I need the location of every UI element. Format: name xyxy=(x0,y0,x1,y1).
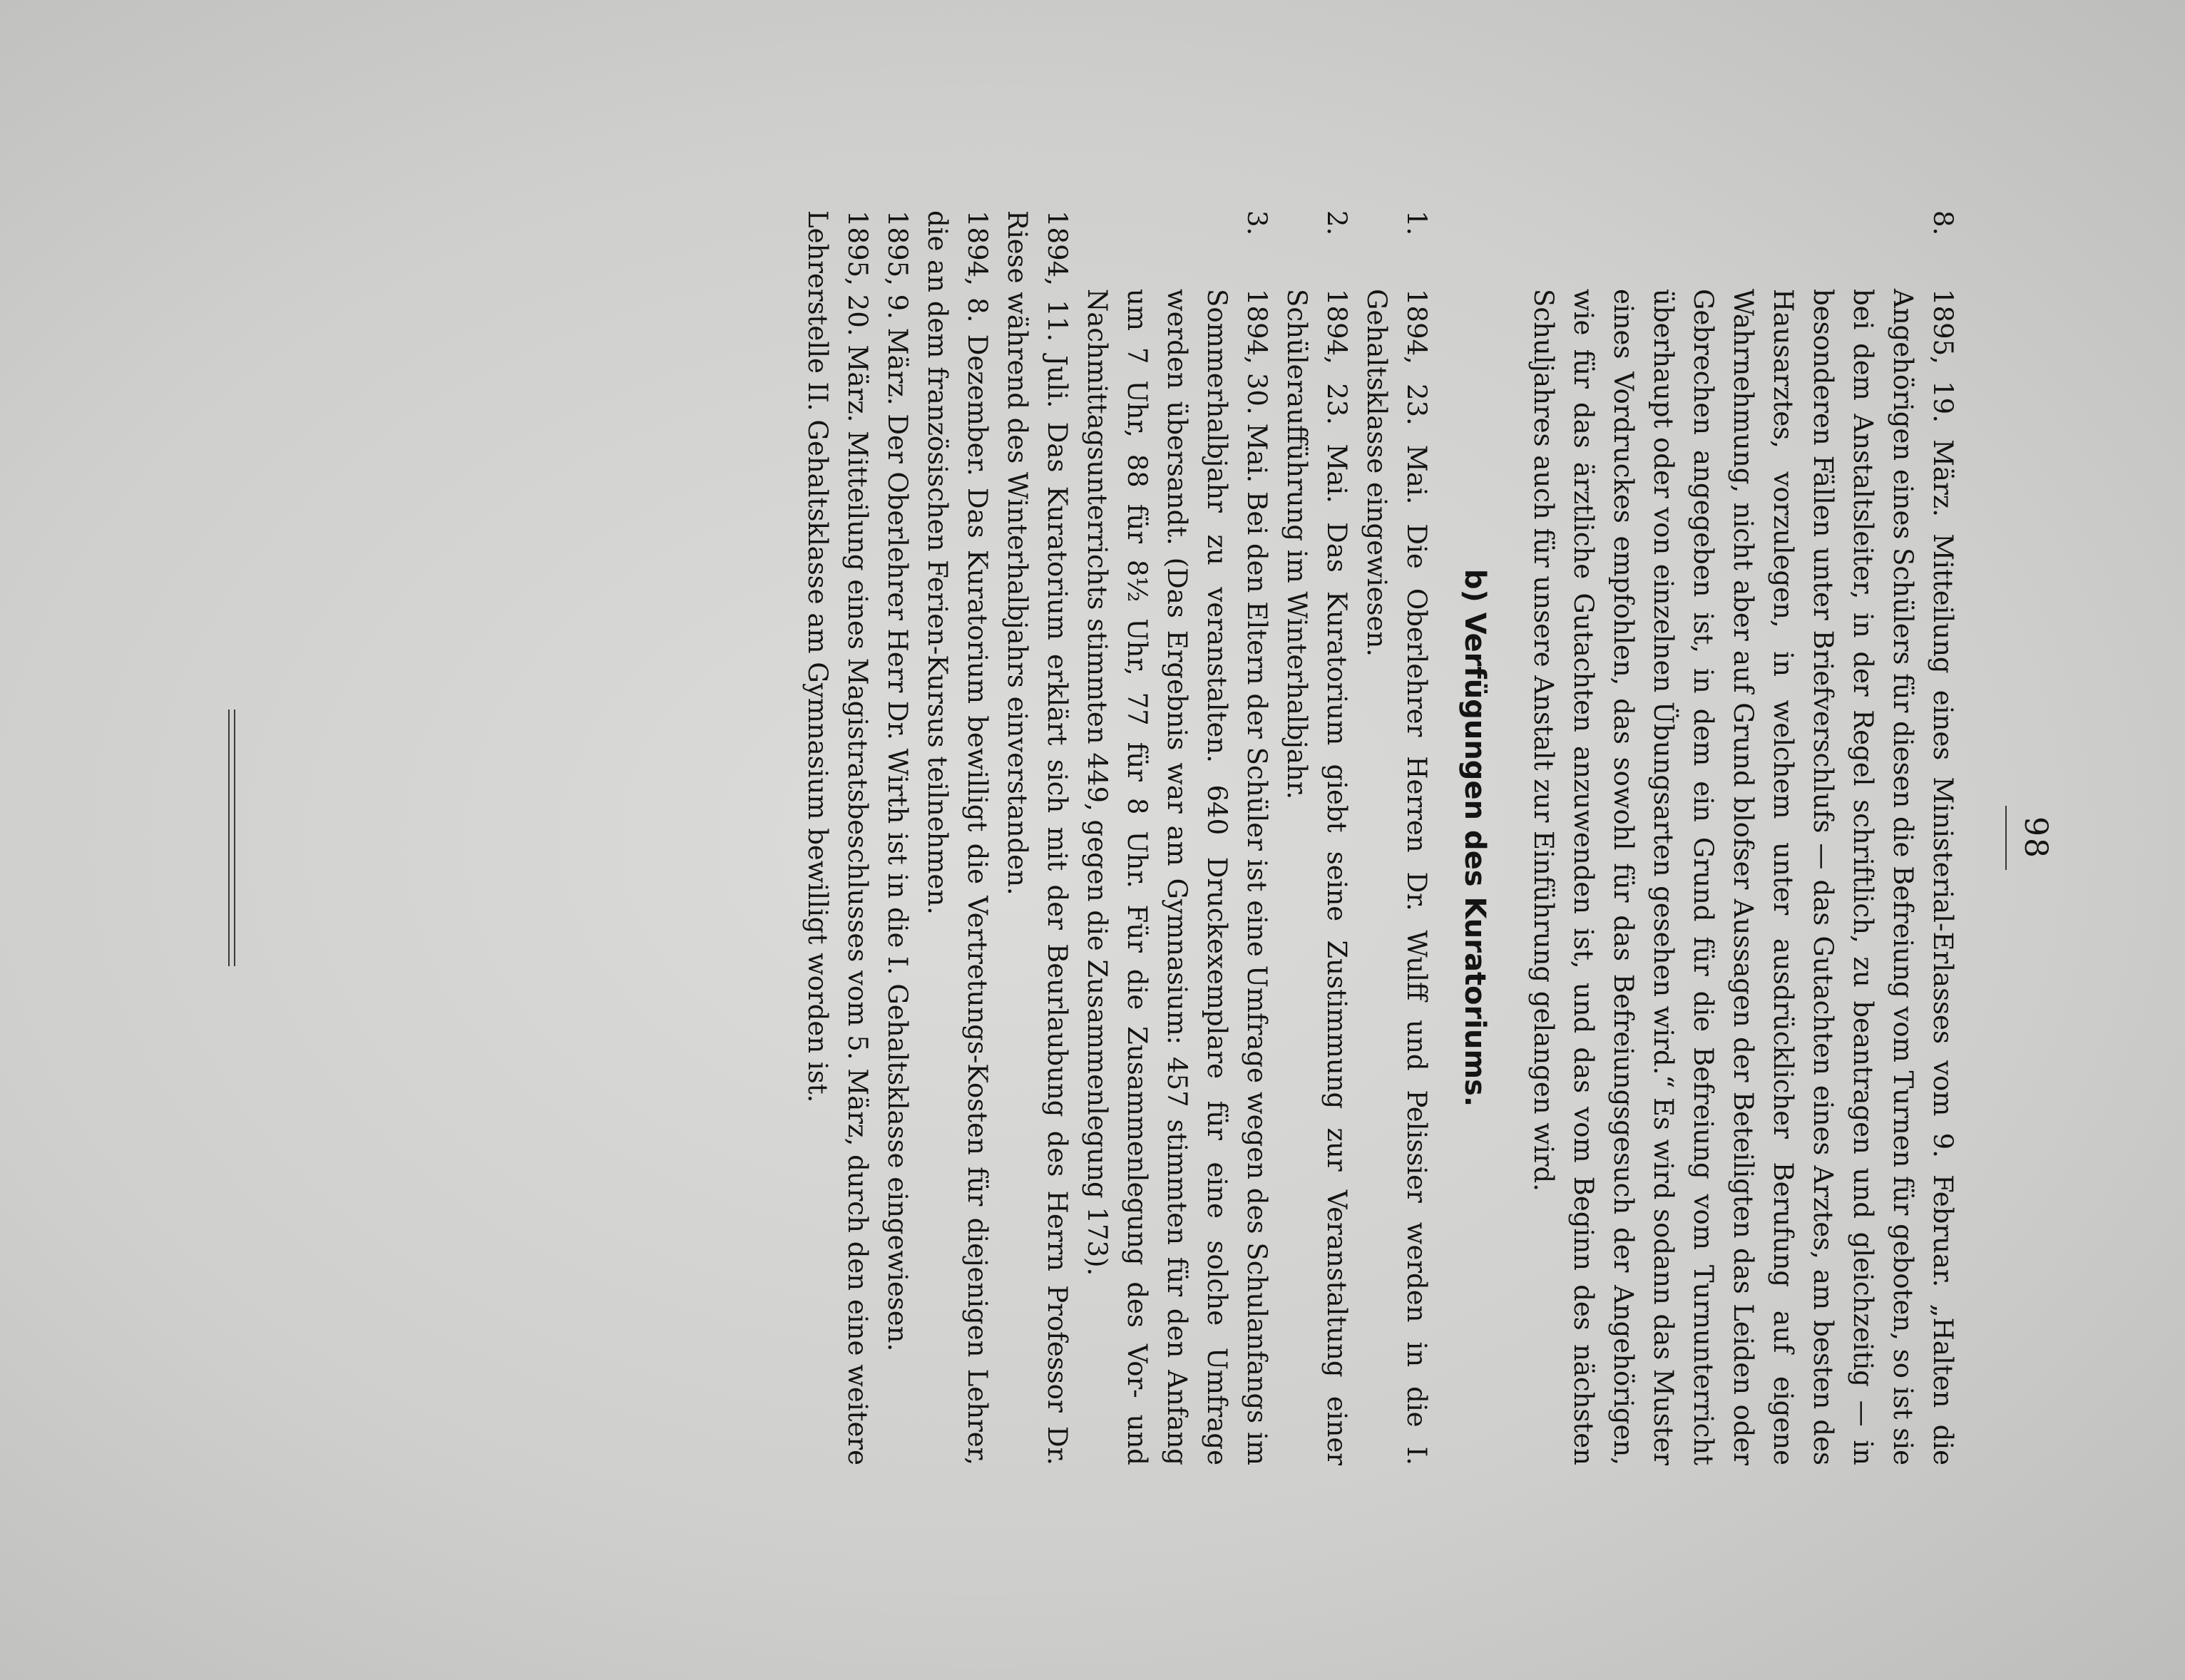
dated-entry-1 xyxy=(997,210,1077,1465)
entry-text: 1895, 19. März. Mitteilung eines Ministerial-Erlasses vom 9. Februar. „Halten die Angehörigen eines Schülers für diesen die Befreiung vom Turnen für geboten, so ist sie bei dem Anstaltsleiter, in der Regel schriftlich, zu beantragen und gleichzeitig — in besonderen Fällen unter Briefverschlufs — das Gutachten eines Arztes, am besten des Hausarztes, vorzulegen, in welchem unter ausdrücklicher Berufung auf eigene Wahrnehmung, nicht aber auf Grund blofser Aussagen der Beteiligten das Leiden oder Gebrechen angegeben ist, in dem ein Grund für die Befreiung vom Turnunterricht überhaupt oder von einzelnen Übungsarten gesehen wird.“ Es wird sodann das Muster eines Vordruckes empfohlen, das sowohl für das Befreiungsgesuch der Angehörigen, wie für das ärztliche Gutachten anzuwenden ist, und das vom Beginn des nächsten Schuljahres auch für unsere Anstalt zur Einführung gelangen wird. xyxy=(1528,289,1958,1465)
page-number: 98 xyxy=(2017,816,2054,859)
entry-text: 1895, 20. März. Mitteilung eines Magistratsbeschlusses vom 5. März, durch den eine weitere Lehrerstelle II. Gehaltsklasse am Gymnasium bewilligt worden ist. xyxy=(802,210,873,1465)
dated-entry-2 xyxy=(917,210,997,1465)
entry-text: 1894, 30. Mai. Bei den Eltern der Schüler ist eine Umfrage wegen des Schulanfangs im Sommerhalbjahr zu veranstalten. 640 Druckexemplare für eine solche Umfrage werden übersandt. (Das Ergebnis war am Gymnasium: 457 stimmten für den Anfang um 7 Uhr, 88 für 8½ Uhr, 77 für 8 Uhr. Für die Zusammenlegung des Vor- und Nachmittagsunterrichts stimmten 449, gegen die Zusammenlegung 173). xyxy=(1082,289,1272,1465)
entry-text: 1894, 23. Mai. Das Kuratorium giebt seine Zustimmung zur Veranstaltung einer Schüleraufführung im Winterhalbjahr. xyxy=(1281,289,1352,1465)
page-number-rule xyxy=(2005,806,2007,870)
dated-entry-3 xyxy=(877,210,917,1465)
entry-text: 1895, 9. März. Der Oberlehrer Herr Dr. Wirth ist in die I. Gehaltsklasse eingewiesen. xyxy=(882,210,913,1352)
entry-number: 1. xyxy=(1401,210,1432,236)
entry-number: 3. xyxy=(1242,210,1272,236)
entry-text: 1894, 11. Juli. Das Kuratorium erklärt sich mit der Beurlaubung des Herrn Professor Dr. Riese während des Winterhalbjahrs einverstanden. xyxy=(1002,210,1073,1465)
dated-entry-4 xyxy=(797,210,877,1465)
entry-1 xyxy=(1356,210,1436,1465)
page-content xyxy=(797,210,1963,1465)
entry-text: 1894, 23. Mai. Die Oberlehrer Herren Dr. Wulff und Pelissier werden in die I. Gehaltsklasse eingewiesen. xyxy=(1361,289,1432,1465)
entry-text: 1894, 8. Dezember. Das Kuratorium bewilligt die Vertretungs-Kosten für diejenigen Lehrer, die an dem französischen Ferien-Kursus teilnehmen. xyxy=(922,210,993,1465)
entry-8 xyxy=(1523,210,1963,1465)
entry-number: 2. xyxy=(1321,210,1352,236)
entry-2 xyxy=(1276,210,1356,1465)
section-heading: b) Verfügungen des Kuratoriums. xyxy=(1458,568,1491,1107)
entry-number: 8. xyxy=(1928,210,1958,236)
rotated-text-block xyxy=(128,210,2054,1465)
end-double-rule xyxy=(228,710,235,966)
entry-3 xyxy=(1077,210,1276,1465)
